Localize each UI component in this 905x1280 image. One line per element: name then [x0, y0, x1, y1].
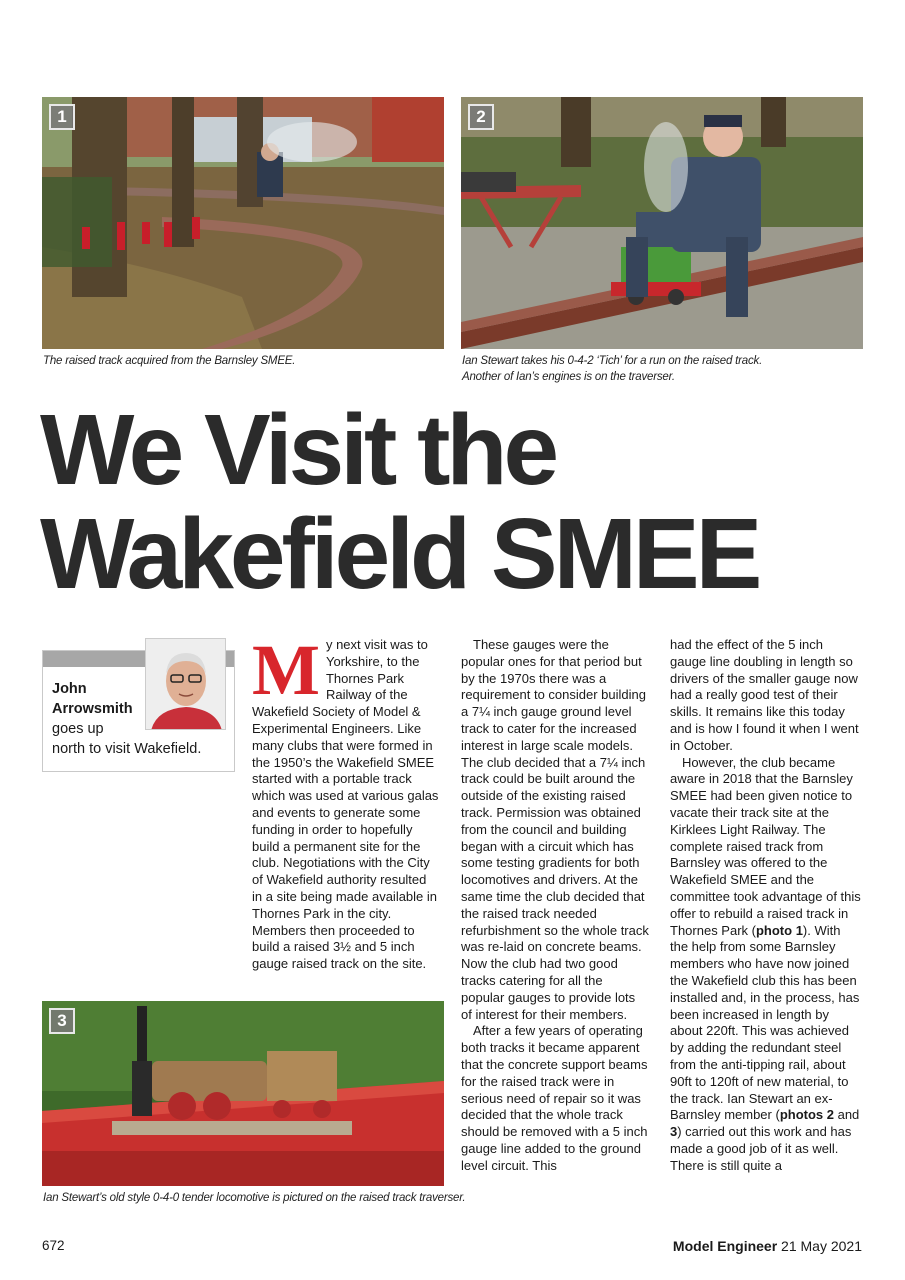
col2-paragraph-1: These gauges were the popular ones for that period but by the 1970s there was a requirement to consider building a 7¼ inch gauge ground level track to cater for the increased interest in large scale models. The club decided that a 7¼ inch track could be built around the outside of the existing raised track. Permission was obtained from the council and building began with a circuit which has some testing gradients for both locomotives and drivers. At the same time the club decided that the raised track needed refurbishment so the whole track was re-laid on concrete beams. Now the club had two good tracks catering for all the popular gauges to provide lots of interest for their members.: [461, 637, 649, 1022]
photo-1-reference: photo 1: [755, 922, 803, 938]
author-photo: [145, 638, 226, 730]
article-column-3: [670, 637, 862, 1175]
magazine-name: Model Engineer: [672, 1238, 778, 1254]
photo-3-image: [42, 1001, 444, 1186]
photo-1-number-badge: 1: [49, 104, 75, 130]
col3-text-d: ) carried out this work and has made a good job of it as well. There is still quite a: [670, 1124, 852, 1173]
page-number: 672: [42, 1238, 65, 1253]
photo-3-caption: Ian Stewart’s old style 0-4-0 tender locomotive is pictured on the raised track traverser.: [43, 1192, 466, 1204]
photo-2-caption-line-2: Another of Ian’s engines is on the traverser.: [462, 371, 675, 383]
photos-2-reference: photos 2: [779, 1107, 834, 1123]
col3-paragraph-2: [670, 755, 862, 1175]
author-name-last: Arrowsmith: [52, 701, 133, 717]
col1-paragraph-1: y next visit was to Yorkshire, to the Thornes Park Railway of the Wakefield Society of Model & Experimental Engineers. Like many clubs that were formed in the 1950’s the Wakefield SMEE started with a portable track which was used at various galas and events to generate some funding in order to hopefully build a permanent site for the club. Negotiations with the City of Wakefield authority resulted in a site being made available in Thornes Park in the city. Members then proceeded to build a raised 3½ and 5 inch gauge raised track on the site.: [252, 637, 439, 972]
byline-rest-1: goes up: [52, 721, 104, 737]
photo-1: [42, 97, 444, 349]
magazine-footer: [673, 1238, 862, 1254]
photo-2: [461, 97, 863, 349]
photo-2-number-badge: 2: [468, 104, 494, 130]
photo-2-caption: [462, 353, 762, 385]
col3-text-c: and: [833, 1107, 860, 1123]
article-column-2: [461, 637, 649, 1175]
photo-3-reference: 3: [670, 1124, 678, 1140]
headline-line-2: Wakefield SMEE: [40, 498, 759, 610]
article-column-1: [252, 630, 439, 973]
article-headline: [40, 394, 880, 610]
col3-text-b: ). With the help from some Barnsley members who have now joined the Wakefield club this has been installed and, in the process, has been increased in length by about 220ft. This was achieved by adding the redundant steel from the anti-tipping rail, about 90ft to 120ft of new material, to the track. Ian Stewart an ex-Barnsley member (: [670, 922, 860, 1123]
headline-line-1: We Visit the: [40, 394, 556, 506]
byline-rest-2: north to visit Wakefield.: [52, 741, 202, 757]
issue-date: 21 May 2021: [781, 1238, 862, 1254]
author-portrait-image: [146, 639, 226, 730]
col2-paragraph-2: After a few years of operating both tracks it became apparent that the concrete support beams for the raised track were in serious need of repair so it was decided that the whole track should be removed with a 5 inch gauge line added to the ground level circuit. This: [461, 1023, 648, 1173]
photo-2-image: [461, 97, 863, 349]
col3-text-a: However, the club became aware in 2018 that the Barnsley SMEE had been given notice to vacate their track site at the Kirklees Light Railway. The complete raised track from Barnsley was offered to the Wakefield SMEE and the committee took advantage of this offer to rebuild a raised track in Thornes Park (: [670, 754, 861, 938]
photo-3: [42, 1001, 444, 1186]
photo-2-caption-line-1: Ian Stewart takes his 0-4-2 ‘Tich’ for a run on the raised track.: [462, 355, 763, 367]
photo-3-number-badge: 3: [49, 1008, 75, 1034]
photo-1-image: [42, 97, 444, 349]
drop-cap: M: [252, 630, 320, 710]
author-name-first: John: [52, 681, 87, 697]
col3-paragraph-1: had the effect of the 5 inch gauge line doubling in length so drivers of the smaller gauge now had a really good test of their skills. It remains like this today and is how I found it when I went in October.: [670, 637, 859, 753]
photo-1-caption: The raised track acquired from the Barnsley SMEE.: [43, 355, 296, 367]
